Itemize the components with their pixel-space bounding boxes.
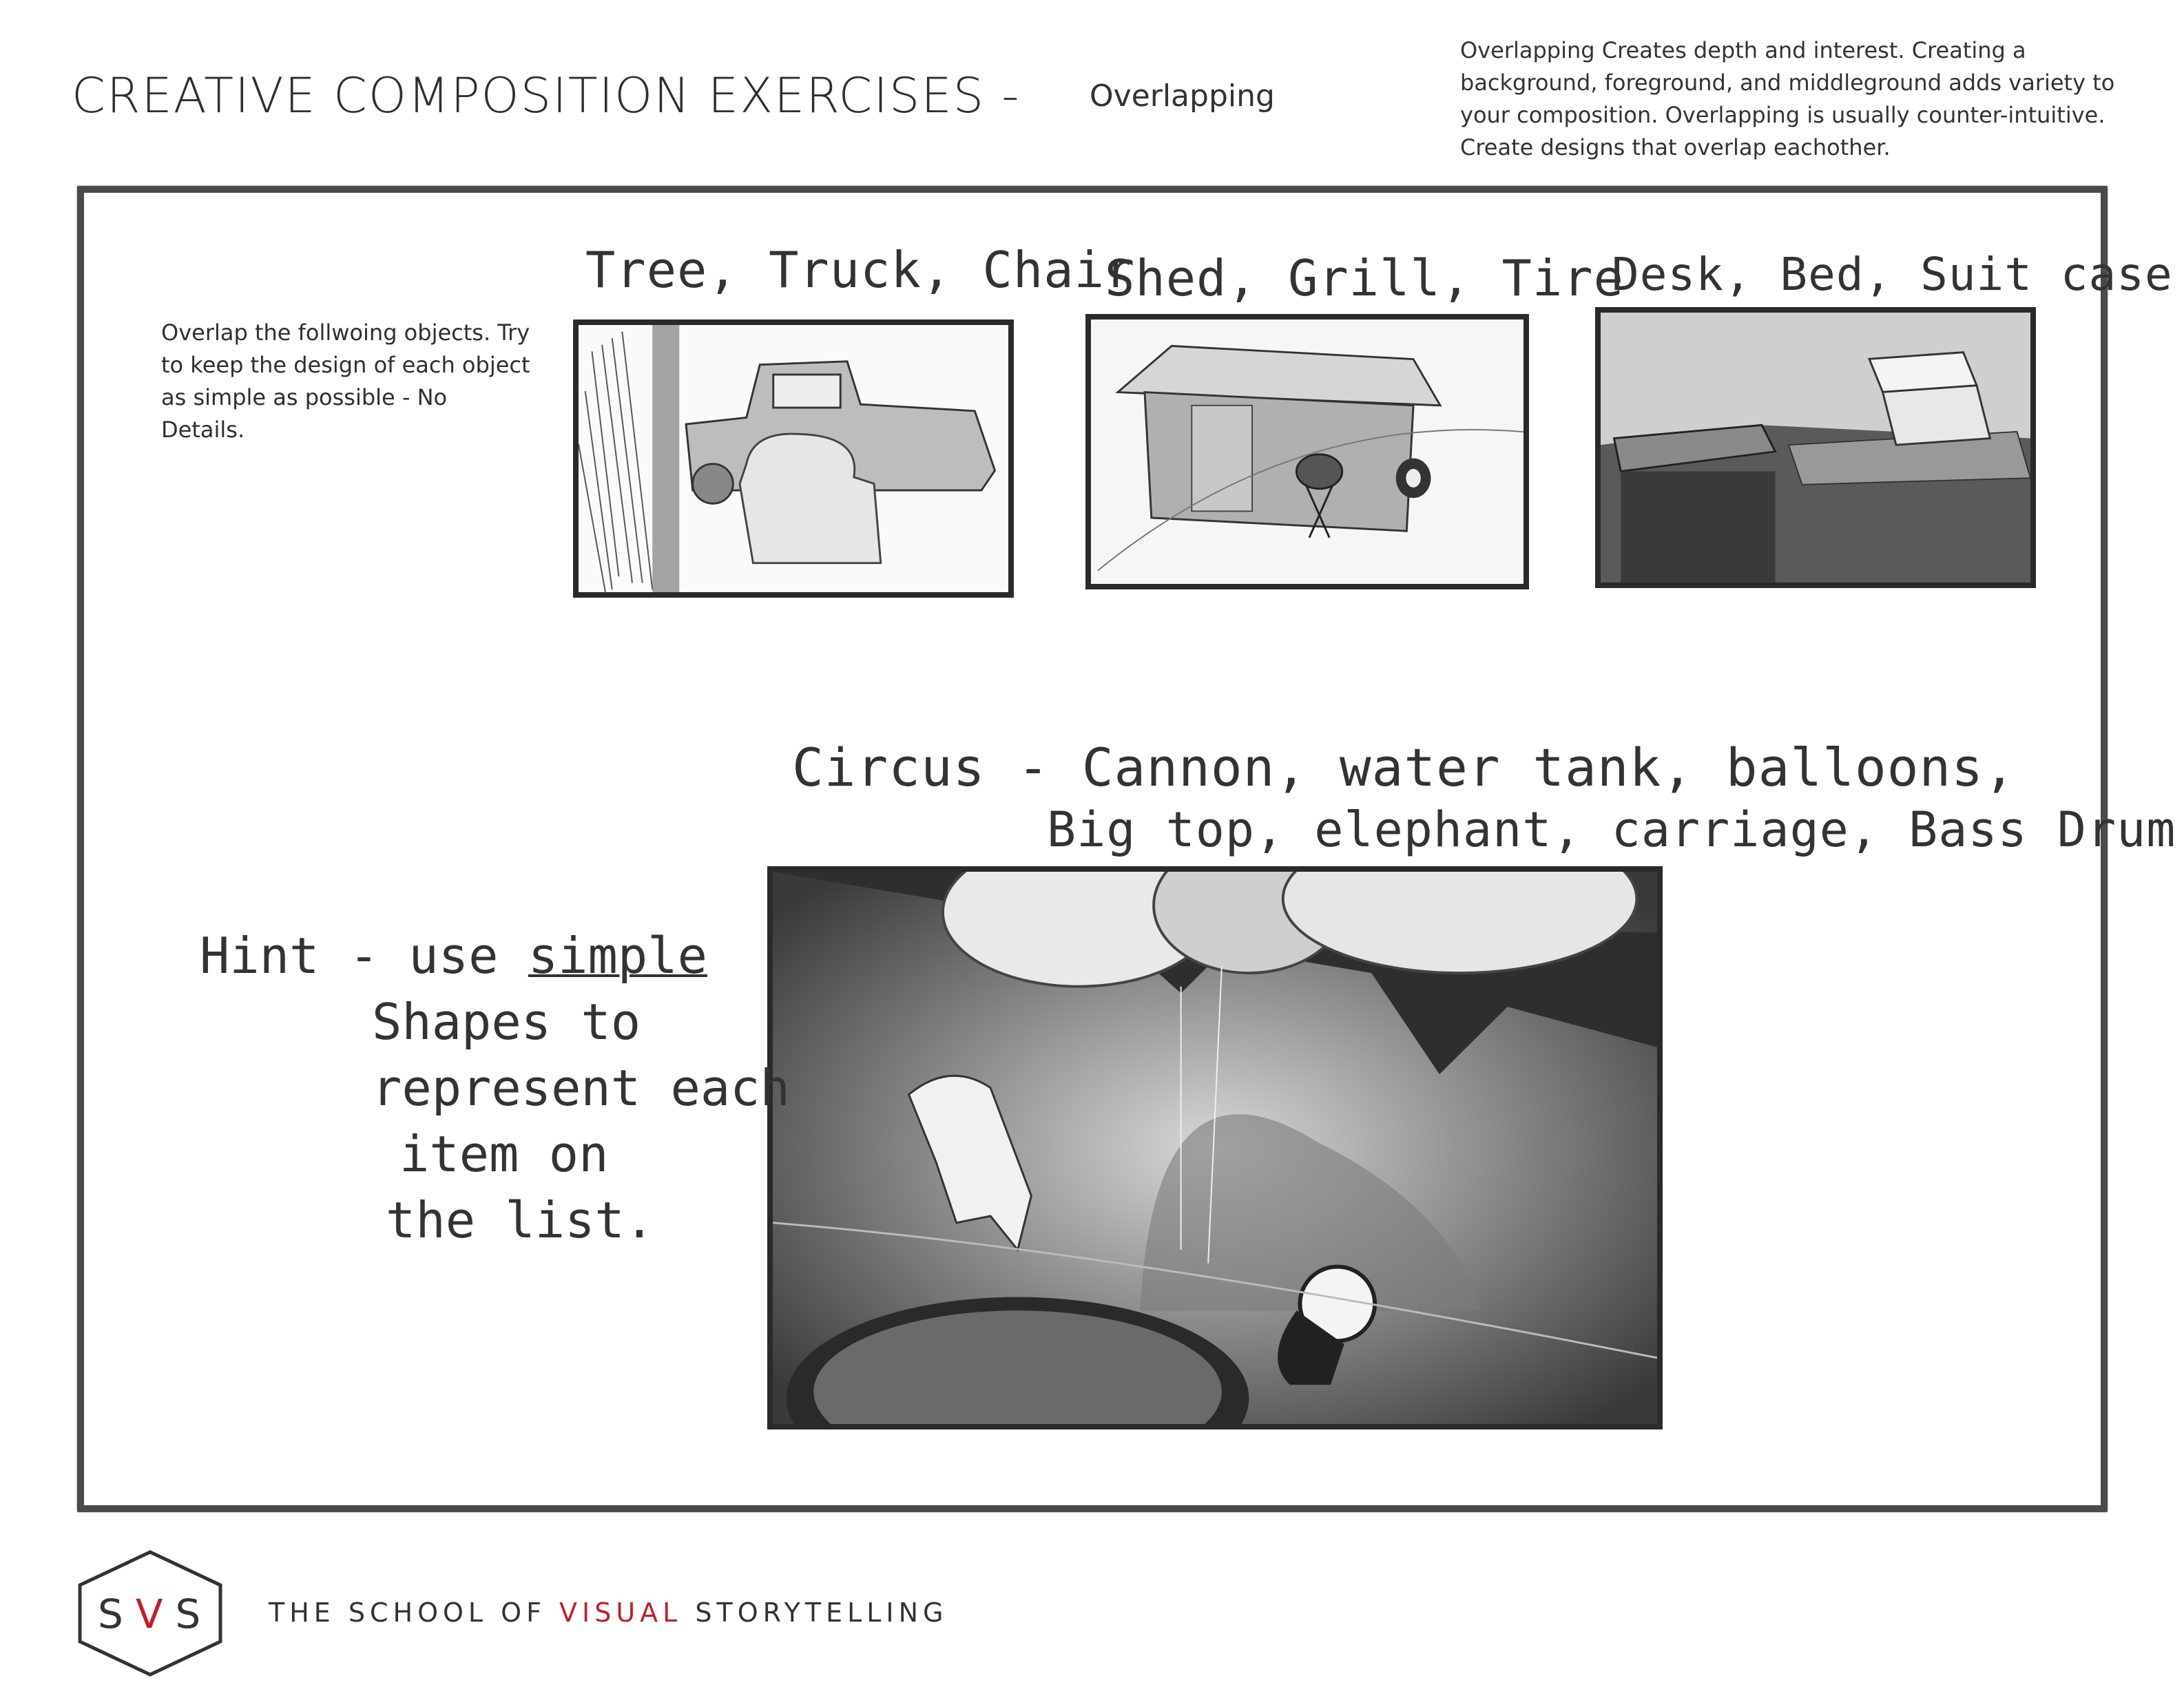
- sketch-shed-grill-tire: [1085, 314, 1529, 589]
- circus-list-line-2: Big top, elephant, carriage, Bass Drum: [1047, 801, 2176, 858]
- school-name-part-3: STORYTELLING: [682, 1597, 948, 1628]
- sketch-2-drawing: [1091, 319, 1523, 584]
- sketch-tree-truck-chair: [573, 319, 1014, 598]
- circus-list-line-1: Circus - Cannon, water tank, balloons,: [792, 737, 2016, 798]
- instruction-text: Overlap the follwoing objects. Try to keep the design of each object as simple as possible - No Details.: [161, 319, 530, 443]
- exercise-description: Overlapping Creates depth and interest. Creating a background, foreground, and middleground adds variety to your composition. Overlapping is usually counter-intuitive. Create designs that overlap eachother.: [1460, 37, 2115, 160]
- hint-line-5: the list.: [386, 1191, 655, 1249]
- hint-line-1: [200, 923, 790, 989]
- sketch-desk-bed-suitcase: [1595, 307, 2036, 588]
- hint-line-1-prefix: Hint - use: [200, 927, 528, 985]
- page-title: CREATIVE COMPOSITION EXERCISES -: [72, 67, 1021, 124]
- sketch-circus: [767, 866, 1663, 1429]
- logo-letter-s-2: S: [175, 1591, 214, 1637]
- school-name-accent: VISUAL: [559, 1597, 683, 1628]
- exercise-label-2: Shed, Grill, Tire: [1105, 249, 1624, 307]
- logo-letter-v: V: [135, 1591, 176, 1637]
- hint-line-2: Shapes to: [372, 993, 641, 1051]
- hint-line-3: represent each: [372, 1059, 790, 1117]
- hint-line-4: item on: [399, 1125, 609, 1183]
- school-name-part-1: THE SCHOOL OF: [269, 1597, 560, 1628]
- hint-emphasis-word: simple: [528, 927, 707, 985]
- logo-letter-s-1: S: [98, 1591, 136, 1637]
- exercise-label-1: Tree, Truck, Chair: [585, 241, 1136, 299]
- hint-note: [200, 923, 790, 1253]
- school-name: [269, 1597, 948, 1628]
- sketch-4-drawing: [773, 872, 1657, 1424]
- sketch-3-drawing: [1601, 313, 2030, 583]
- sketch-1-drawing: [579, 325, 1008, 592]
- logo-letters: [98, 1591, 214, 1637]
- page-subtitle: Overlapping: [1090, 78, 1275, 114]
- exercise-label-3: Desk, Bed, Suit case: [1612, 248, 2173, 301]
